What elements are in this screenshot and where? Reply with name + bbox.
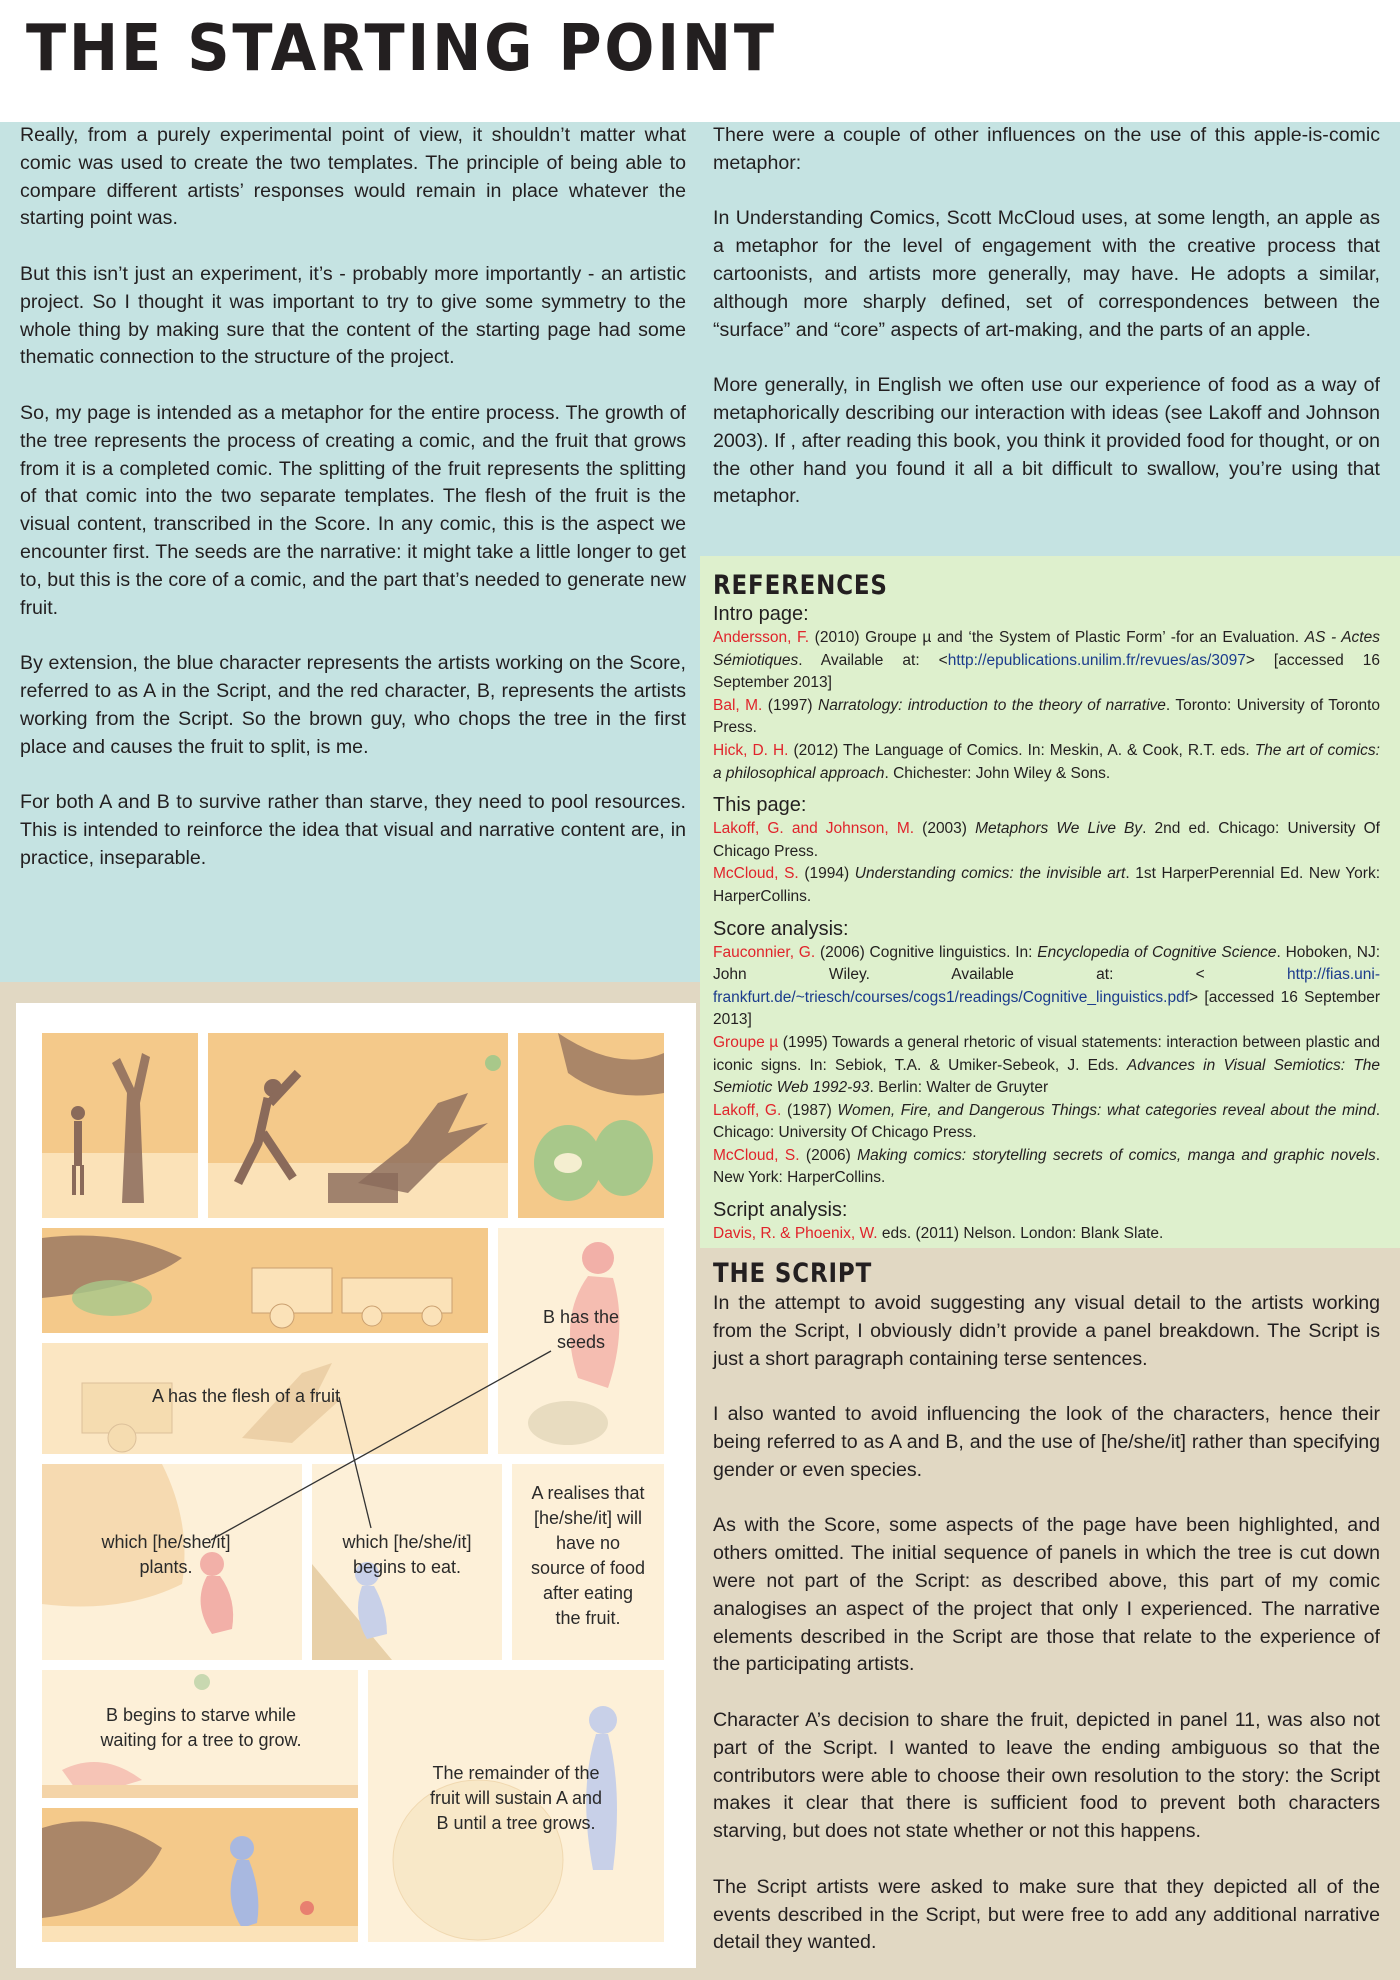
ref-link[interactable]: http://epublications.unilim.fr/revues/as/3097 [947, 651, 1246, 669]
ref-text: . Hoboken, NJ: John Wiley. Available at: < [713, 943, 1380, 984]
caption-line: fruit will sustain A and [429, 1788, 603, 1808]
ref-subheading: Intro page: [713, 603, 809, 625]
reference-entry [713, 1032, 1380, 1100]
ref-subheading: Script analysis: [713, 1199, 848, 1222]
ref-subheading: Score analysis: [713, 917, 849, 940]
references-panel [700, 556, 1400, 1248]
ref-text: eds. (2011) Nelson. London: Blank Slate. [877, 1225, 1164, 1243]
ref-author: Lakoff, G. [713, 1101, 782, 1119]
reference-entry [713, 942, 1380, 1032]
references-heading: REFERENCES [713, 570, 888, 601]
intro-right-panel [700, 122, 1400, 556]
reference-entry [713, 863, 1380, 908]
intro-left-panel [0, 122, 700, 982]
ref-title: The art of comics: a philosophical approach [713, 741, 1380, 782]
ref-text: . Berlin: Walter de Gruyter [869, 1079, 1049, 1097]
caption-line: A realises that [531, 1483, 645, 1503]
ref-text: (2003) [914, 820, 976, 838]
ref-title: Advances in Visual Semiotics: The Semiotic Web 1992-93 [713, 1056, 1380, 1097]
caption-flesh [126, 1384, 366, 1409]
script-paragraph: Character A’s decision to share the fruit, depicted in panel 11, was also not part of the Script. I wanted to leave the ending ambiguous so that the contributors were able to choose their own resolution to the story: the Script makes it clear that there is sufficient food to prevent both characters starving, but does not state whether or not this happens. [713, 1708, 1380, 1843]
ref-author: Andersson, F. [713, 629, 810, 646]
ref-text: (2006) Cognitive linguistics. In: [815, 943, 1038, 961]
reference-entry [713, 627, 1380, 695]
ref-author: Lakoff, G. and Johnson, M. [713, 820, 915, 838]
ref-title: Metaphors We Live By [975, 820, 1143, 838]
ref-author: Bal, M. [713, 696, 763, 714]
ref-author: McCloud, S. [713, 865, 799, 883]
caption-line: which [he/she/it] [101, 1532, 231, 1552]
intro-paragraph: Really, from a purely experimental point of view, it shouldn’t matter what comic was used to create the two templates. The principle of being able to compare different artists’ responses would remain in place whatever the starting point was. [20, 124, 686, 230]
ref-group-intro [713, 602, 1380, 785]
intro-paragraph: For both A and B to survive rather than starve, they need to pool resources. This is intended to reinforce the idea that visual and narrative content are, in practice, inseparable. [20, 791, 686, 869]
ref-text: . Available at: < [798, 651, 948, 669]
comic-page [16, 1003, 696, 1968]
caption-line: source of food [530, 1558, 646, 1578]
ref-text: (2012) The Language of Comics. In: Meskin, A. & Cook, R.T. eds. [788, 741, 1255, 759]
caption-line: the fruit. [555, 1608, 621, 1628]
caption-line: after eating [542, 1583, 634, 1603]
caption-seeds [516, 1305, 646, 1355]
ref-author: Hick, D. H. [713, 741, 789, 759]
caption-line: A has the flesh of a fruit [151, 1386, 341, 1406]
ref-text: . Chicago: University Of Chicago Press. [713, 1101, 1380, 1142]
caption-plants [76, 1530, 256, 1580]
reference-entry [713, 818, 1380, 863]
intro-paragraph: More generally, in English we often use our experience of food as a way of metaphorically describing our interaction with ideas (see Lakoff and Johnson 2003). If , after reading this book, you think it provided food for thought, or on the other hand you found it all a bit difficult to swallow, you’re using that metaphor. [713, 374, 1380, 508]
script-text [713, 1290, 1380, 1957]
script-heading: THE SCRIPT [713, 1258, 873, 1289]
script-paragraph: I also wanted to avoid influencing the look of the characters, hence their being referred to as A and B, and the use of [he/she/it] rather than specifying gender or even species. [713, 1403, 1380, 1481]
intro-left-text [20, 122, 686, 873]
caption-line: B begins to starve while [105, 1705, 297, 1725]
ref-title: Women, Fire, and Dangerous Things: what categories reveal about the mind [837, 1101, 1376, 1119]
script-paragraph: In the attempt to avoid suggesting any visual detail to the artists working from the Script, I obviously didn’t provide a panel breakdown. The Script is just a short paragraph containing terse sentences. [713, 1292, 1380, 1370]
ref-author: McCloud, S. [713, 1146, 800, 1164]
intro-paragraph: There were a couple of other influences on the use of this apple-is-comic metaphor: [713, 124, 1380, 174]
reference-entry [713, 1145, 1380, 1190]
ref-text: . 2nd ed. Chicago: University Of Chicago Press. [713, 820, 1380, 860]
ref-group-script [713, 1198, 1380, 1246]
ref-text: (1987) [781, 1101, 838, 1119]
ref-title: Making comics: storytelling secrets of comics, manga and graphic novels [857, 1146, 1376, 1164]
intro-paragraph: In Understanding Comics, Scott McCloud uses, at some length, an apple as a metaphor for the level of engagement with the creative process that cartoonists, and artists more generally, may have. He adopts a similar, although more sharply defined, set of correspondences between the “surface” and “core” aspects of art-making, and the parts of an apple. [713, 207, 1380, 341]
ref-author: Davis, R. & Phoenix, W. [713, 1225, 878, 1243]
caption-line: which [he/she/it] [342, 1532, 472, 1552]
reference-entry [713, 1100, 1380, 1145]
ref-text: (2010) Groupe µ and ‘the System of Plastic Form’ -for an Evaluation. [809, 629, 1305, 646]
caption-remainder [396, 1761, 636, 1836]
caption-realise [512, 1481, 664, 1631]
ref-title: AS - Actes Sémiotiques [713, 629, 1380, 669]
caption-line: B has the [542, 1307, 620, 1327]
ref-title: Understanding comics: the invisible art [854, 865, 1126, 883]
script-panel [700, 1248, 1400, 1980]
ref-subheading: This page: [713, 794, 807, 817]
intro-paragraph: By extension, the blue character represents the artists working on the Score, referred to as A in the Script, and the red character, B, represents the artists working from the Script. So the brown guy, who chops the tree in the first place and causes the fruit to split, is me. [20, 652, 686, 758]
reference-entry [713, 740, 1380, 785]
caption-line: seeds [556, 1332, 606, 1352]
ref-text: (1995) Towards a general rhetoric of visual statements: interaction between plastic and iconic signs. In: Sebiok, T.A. & Umiker-Sebeok, J. Eds. [713, 1033, 1381, 1074]
intro-right-text [713, 122, 1380, 511]
intro-paragraph: So, my page is intended as a metaphor for the entire process. The growth of the tree represents the process of creating a comic, and the fruit that grows from it is a completed comic. The splitting of the fruit represents the splitting of that comic into the two separate templates. The flesh of the fruit is the visual content, transcribed in the Score. In any comic, this is the aspect we encounter first. The seeds are the narrative: it might take a little longer to get to, but this is the core of a comic, and the part that’s needed to generate new fruit. [20, 401, 686, 619]
caption-line: The remainder of the [432, 1763, 600, 1783]
ref-text: . Toronto: University of Toronto Press. [713, 696, 1380, 737]
ref-text: (2006) [799, 1146, 858, 1164]
page-title: THE STARTING POINT [26, 12, 777, 86]
ref-text: (1997) [762, 696, 819, 714]
script-paragraph: As with the Score, some aspects of the page have been highlighted, and others omitted. The initial sequence of panels in which the tree is cut down were not part of the Script: as described above, this part of my comic analogises an aspect of the project that only I experienced. The narrative elements described in the Script are those that relate to the experience of the participating artists. [713, 1514, 1380, 1676]
ref-text: . New York: HarperCollins. [713, 1146, 1381, 1187]
ref-title: Narratology: introduction to the theory of narrative [818, 696, 1166, 714]
script-paragraph: The Script artists were asked to make sure that they depicted all of the events described in the Script, but were free to add any additional narrative detail they wanted. [713, 1875, 1380, 1954]
ref-text: (1994) [798, 865, 855, 883]
ref-title: Encyclopedia of Cognitive Science [1037, 943, 1277, 961]
ref-link[interactable]: http://fias.uni-frankfurt.de/~triesch/courses/cogs1/readings/Cognitive_linguistics.pdf [713, 966, 1380, 1006]
reference-entry [713, 695, 1380, 740]
reference-entry [713, 1223, 1380, 1246]
caption-line: have no [555, 1533, 621, 1553]
caption-line: [he/she/it] will [533, 1508, 643, 1528]
ref-text: . Chichester: John Wiley & Sons. [884, 764, 1111, 782]
ref-group-this-page [713, 793, 1380, 908]
ref-author: Groupe µ [713, 1033, 779, 1051]
ref-author: Fauconnier, G. [713, 943, 816, 961]
caption-line: plants. [139, 1557, 193, 1577]
ref-text: > [accessed 16 September 2013] [713, 651, 1380, 692]
caption-line: waiting for a tree to grow. [100, 1730, 302, 1750]
caption-eat [322, 1530, 492, 1580]
ref-group-score [713, 917, 1380, 1191]
intro-paragraph: But this isn’t just an experiment, it’s - probably more importantly - an artistic project. So I thought it was important to try to give some symmetry to the whole thing by making sure that the content of the starting page had some thematic connection to the structure of the project. [20, 262, 686, 369]
caption-starve [56, 1703, 346, 1753]
ref-text: . 1st HarperPerennial Ed. New York: HarperCollins. [713, 865, 1380, 905]
caption-line: B until a tree grows. [436, 1813, 596, 1833]
ref-text: > [accessed 16 September 2013] [713, 988, 1380, 1029]
caption-line: begins to eat. [352, 1557, 462, 1577]
